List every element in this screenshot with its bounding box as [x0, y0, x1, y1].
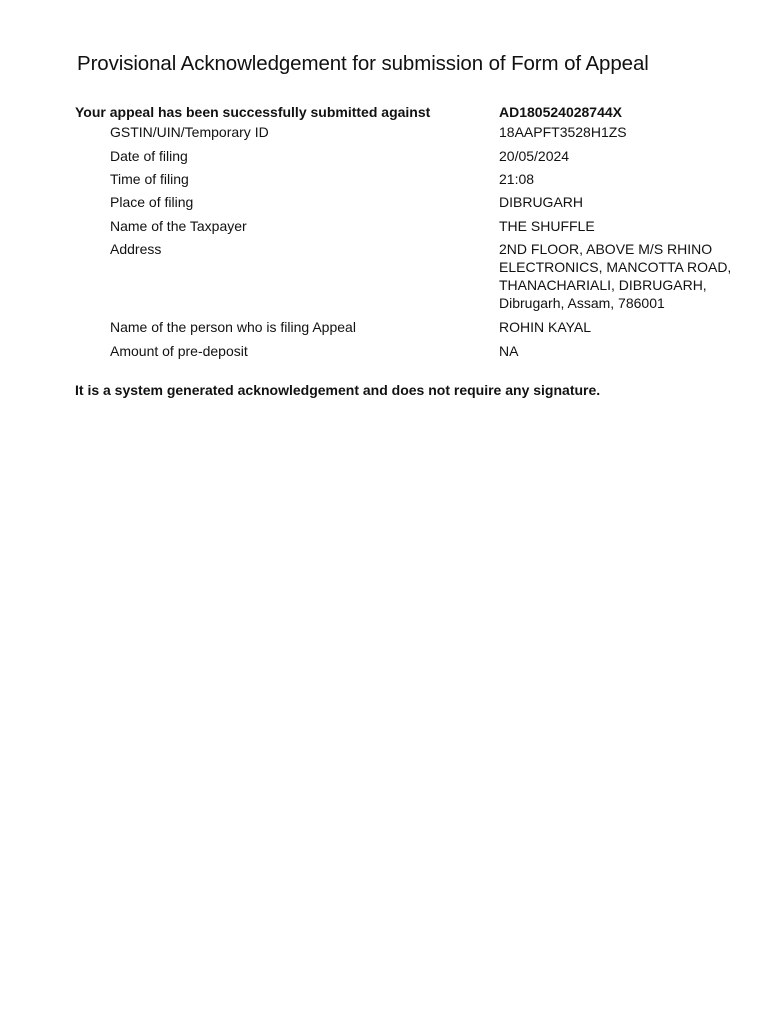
address-line: THANACHARIALI, DIBRUGARH, [499, 277, 707, 293]
detail-row-place-of-filing [110, 193, 739, 211]
place-of-filing-label: Place of filing [110, 194, 194, 210]
address-line: ELECTRONICS, MANCOTTA ROAD, [499, 259, 732, 275]
taxpayer-name-value: THE SHUFFLE [499, 218, 595, 234]
appeal-reference-number: AD180524028744X [499, 104, 622, 120]
detail-row-gstin [110, 123, 739, 141]
detail-row-taxpayer-name [110, 217, 739, 235]
time-of-filing-label: Time of filing [110, 171, 189, 187]
detail-row-time-of-filing [110, 170, 739, 188]
gstin-value: 18AAPFT3528H1ZS [499, 124, 627, 140]
date-of-filing-value: 20/05/2024 [499, 148, 570, 164]
address-label: Address [110, 241, 162, 257]
appeal-summary-row [75, 102, 745, 122]
detail-row-address [110, 240, 739, 312]
place-of-filing-value: DIBRUGARH [499, 194, 584, 210]
address-line: 2ND FLOOR, ABOVE M/S RHINO [499, 241, 713, 257]
address-line: Dibrugarh, Assam, 786001 [499, 295, 665, 311]
detail-row-date-of-filing [110, 147, 739, 165]
filer-name-value: ROHIN KAYAL [499, 319, 592, 335]
address-value [499, 240, 739, 312]
appeal-summary-label: Your appeal has been successfully submitted against [75, 104, 431, 120]
gstin-label: GSTIN/UIN/Temporary ID [110, 124, 269, 140]
pre-deposit-value: NA [499, 343, 519, 359]
date-of-filing-label: Date of filing [110, 148, 188, 164]
pre-deposit-label: Amount of pre-deposit [110, 343, 248, 359]
filer-name-label: Name of the person who is filing Appeal [110, 319, 356, 335]
taxpayer-name-label: Name of the Taxpayer [110, 218, 247, 234]
time-of-filing-value: 21:08 [499, 171, 535, 187]
system-generated-note: It is a system generated acknowledgement and does not require any signature. [75, 382, 601, 398]
detail-row-pre-deposit [110, 342, 739, 360]
detail-row-filer-name [110, 318, 739, 336]
page-title: Provisional Acknowledgement for submission of Form of Appeal [77, 52, 649, 75]
